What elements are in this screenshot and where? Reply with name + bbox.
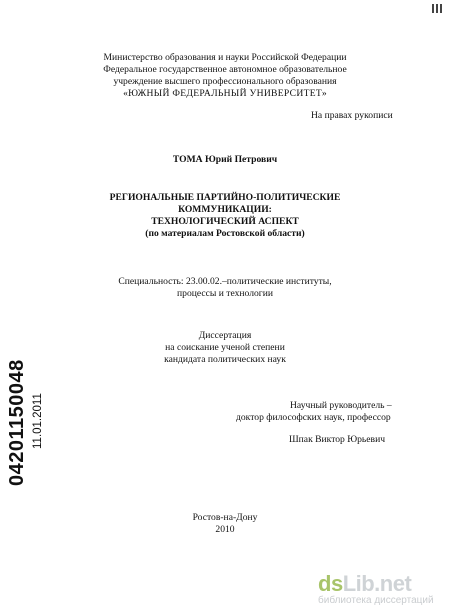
university-name: «ЮЖНЫЙ ФЕДЕРАЛЬНЫЙ УНИВЕРСИТЕТ» bbox=[123, 88, 327, 99]
title-line-3: ТЕХНОЛОГИЧЕСКИЙ АСПЕКТ bbox=[151, 216, 299, 227]
title-line-4: (по материалам Ростовской области) bbox=[145, 228, 305, 239]
title-line-2: КОММУНИКАЦИИ: bbox=[178, 204, 272, 215]
degree-line: на соискание ученой степени bbox=[165, 342, 285, 353]
watermark-brand-prefix: ds bbox=[318, 571, 343, 596]
specialty-line-2: процессы и технологии bbox=[177, 288, 273, 299]
city: Ростов-на-Дону bbox=[192, 512, 258, 523]
watermark-brand-suffix: Lib.net bbox=[342, 571, 412, 596]
institution-type-line: Федеральное государственное автономное образовательное bbox=[103, 64, 347, 75]
institution-education-line: учреждение высшего профессионального образования bbox=[113, 76, 337, 87]
manuscript-note: На правах рукописи bbox=[311, 110, 393, 121]
watermark-brand bbox=[318, 571, 411, 597]
archive-date-stamp: 11.01.2011 bbox=[32, 393, 44, 449]
specialty-line-1: Специальность: 23.00.02.–политические институты, bbox=[118, 276, 332, 287]
ministry-line: Министерство образования и науки Российской Федерации bbox=[103, 52, 347, 63]
author-name: ТОМА Юрий Петрович bbox=[172, 154, 278, 165]
year: 2010 bbox=[215, 524, 235, 535]
dslib-watermark-logo bbox=[318, 571, 442, 609]
supervisor-degree: доктор философских наук, профессор bbox=[236, 412, 391, 423]
title-line-1: РЕГИОНАЛЬНЫЕ ПАРТИЙНО-ПОЛИТИЧЕСКИЕ bbox=[109, 192, 341, 203]
degree-field-line: кандидата политических наук bbox=[164, 354, 286, 365]
watermark-tagline: библиотека диссертаций bbox=[318, 595, 434, 606]
supervisor-label: Научный руководитель – bbox=[290, 400, 392, 411]
corner-scan-mark-icon bbox=[432, 4, 444, 13]
archive-code-stamp: 04201150048 bbox=[6, 359, 28, 486]
dissertation-label: Диссертация bbox=[198, 330, 252, 341]
supervisor-name: Шпак Виктор Юрьевич bbox=[289, 434, 386, 445]
